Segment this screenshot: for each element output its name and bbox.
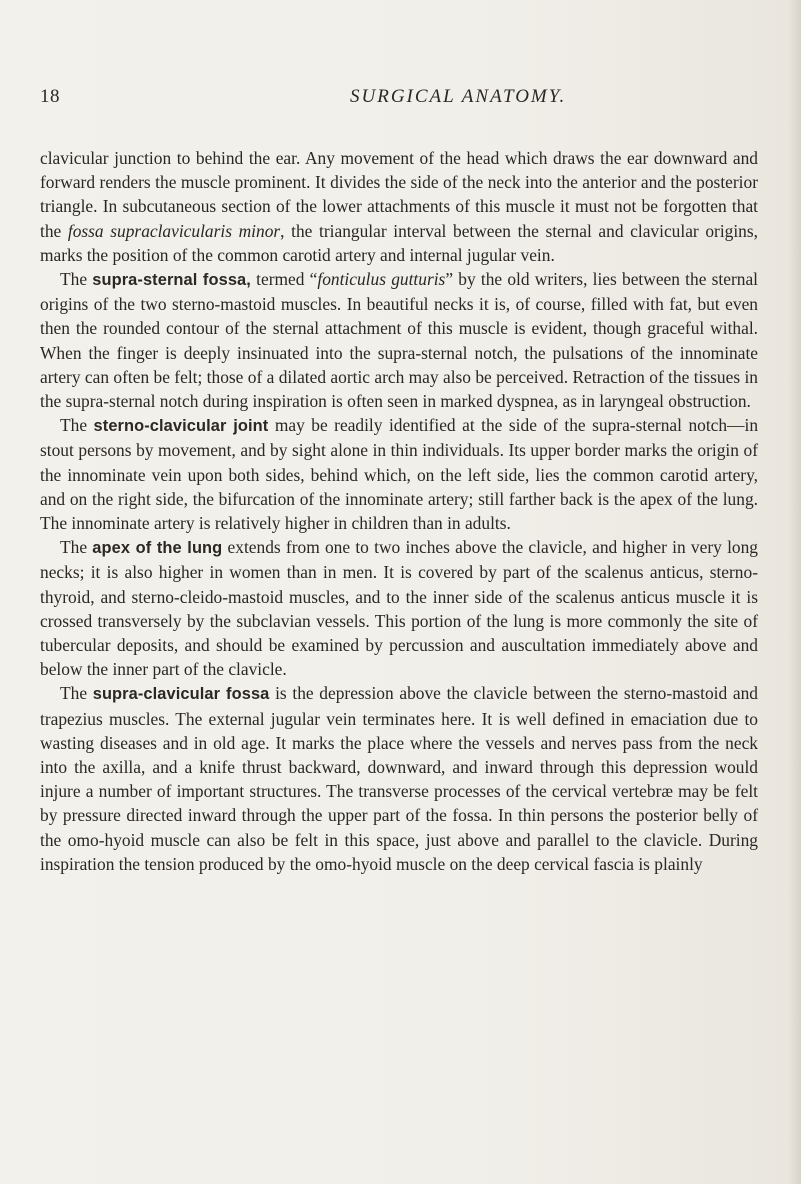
running-head [40,86,760,112]
section-heading: sterno-clavicular joint [93,417,269,436]
section-heading: supra-clavicular fossa [92,685,270,704]
paragraph-text: termed “ [250,269,318,290]
body-text [40,146,758,876]
paragraph-continued [40,146,758,267]
paragraph-supra-clavicular-fossa [40,681,758,876]
paragraph-text: The [60,415,94,436]
paragraph-text: The [60,683,93,704]
page-edge-shadow [787,0,801,1184]
paragraph-text: The [60,537,93,558]
paragraph-sterno-clavicular-joint [40,413,758,535]
paragraph-text: is the depression above the clavicle between the sterno-mastoid and trapezius muscles. The external jugular vein terminates here. It is well defined in emaciation due to wasting diseases and in old age. It marks the place where the vessels and nerves pass from the neck into the axilla, and a knife thrust backward, downward, and inward through this depression would injure a number of important structures. The transverse processes of the cervical vertebræ may be felt by pressure directed inward through the upper part of the fossa. In thin persons the posterior belly of the omo-hyoid muscle can also be felt in this space, just above and parallel to the clavicle. During inspiration the tension produced by the omo-hyoid muscle on the deep cervical fascia is plainly [40,683,758,874]
section-heading: apex of the lung [92,539,223,558]
paragraph-text: The [60,269,93,290]
italic-term: fonticulus gutturis [317,269,446,290]
page-number: 18 [40,86,60,107]
paragraph-apex-of-lung [40,535,758,681]
paragraph-text: ” by the old writers, lies between the sternal origins of the two sterno-mastoid muscles. In beautiful necks it is, of course, filled with fat, but even then the rounded contour of the sternal attachment of this muscle is evident, though graceful withal. When the finger is deeply insinuated into the supra-sternal notch, the pulsations of the innominate artery can often be felt; those of a dilated aortic arch may also be perceived. Retraction of the tissues in the supra-sternal notch during inspiration is often seen in marked dyspnea, as in laryngeal obstruction. [40,269,758,412]
paragraph-text: extends from one to two inches above the clavicle, and higher in very long necks; it is also higher in women than in men. It is covered by part of the scalenus anticus, sterno-thyroid, and sterno-cleido-mastoid muscles, and to the inner side of the scalenus anticus muscle it is crossed transversely by the subclavian vessels. This portion of the lung is more commonly the site of tubercular deposits, and should be examined by percussion and auscultation immediately above and below the inner part of the clavicle. [40,537,758,680]
paragraph-supra-sternal-fossa [40,267,758,413]
running-title: SURGICAL ANATOMY. [350,86,567,107]
paragraph-text: may be readily identified at the side of the supra-sternal notch—in stout persons by movement, and by sight alone in thin individuals. Its upper border marks the origin of the innominate vein upon both sides, behind which, on the left side, lies the common carotid artery, and on the right side, the bifurcation of the innominate artery; still farther back is the apex of the lung. The innominate artery is relatively higher in children than in adults. [40,415,759,534]
paragraph-text: , the triangular interval between the sternal and clavicular origins, marks the position of the common carotid artery and internal jugular vein. [40,220,758,265]
italic-term: fossa supraclavicularis minor [67,220,281,241]
section-heading: supra-sternal fossa, [92,271,251,290]
paragraph-text: clavicular junction to behind the ear. Any movement of the head which draws the ear downward and forward renders the muscle prominent. It divides the side of the neck into the anterior and the posterior triangle. In subcutaneous section of the lower attachments of this muscle it must not be forgotten that the [40,148,758,241]
